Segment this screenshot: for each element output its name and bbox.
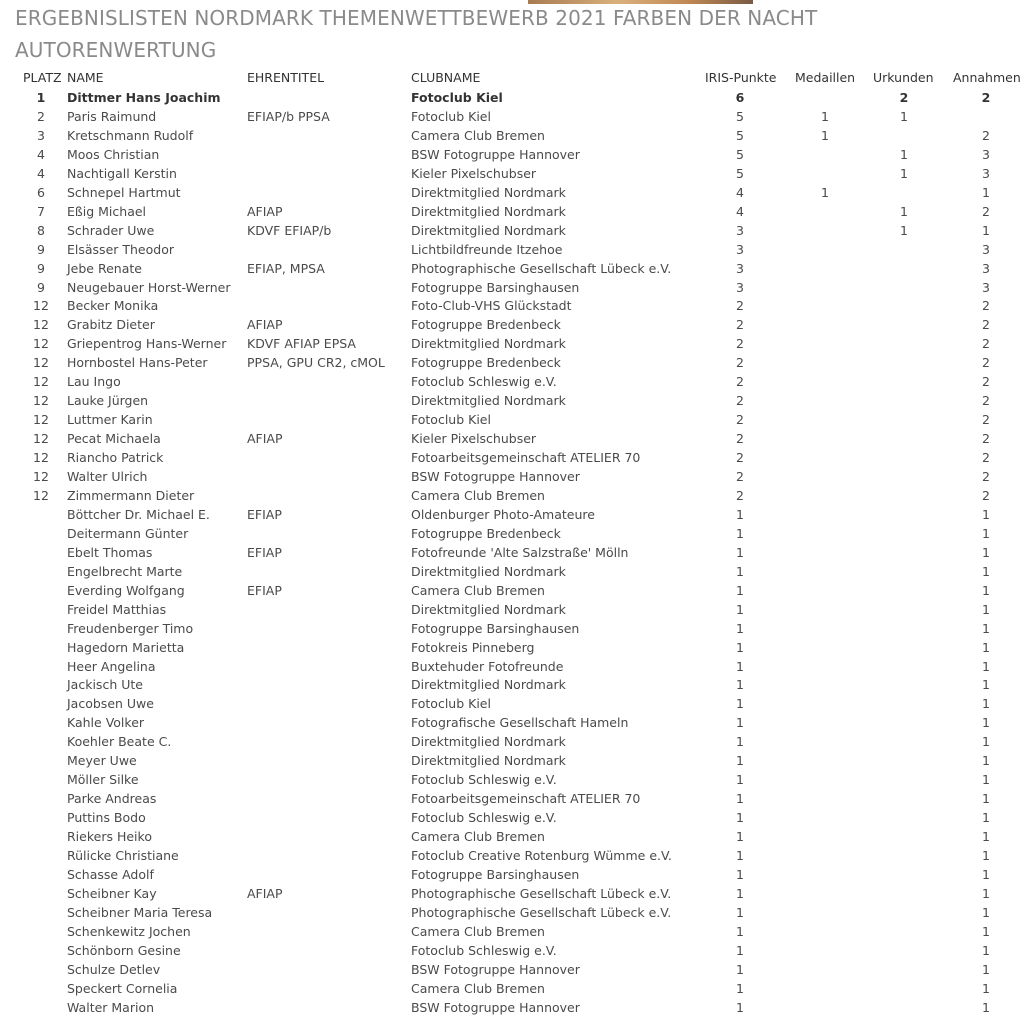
cell-clubname: Fotoarbeitsgemeinschaft ATELIER 70	[411, 450, 641, 466]
cell-iris-punkte: 5	[736, 146, 744, 162]
cell-name: Koehler Beate C.	[67, 734, 172, 750]
cell-platz: 12	[33, 336, 49, 352]
table-row	[0, 904, 1030, 923]
cell-annahmen: 2	[982, 450, 990, 466]
results-table-body	[0, 89, 1030, 1029]
cell-annahmen: 1	[982, 829, 990, 845]
table-row	[0, 260, 1030, 279]
cell-name: Elsässer Theodor	[67, 241, 174, 257]
table-row	[0, 430, 1030, 449]
cell-iris-punkte: 1	[736, 942, 744, 958]
cell-clubname: Fotoclub Kiel	[411, 90, 503, 105]
cell-annahmen: 1	[982, 980, 990, 996]
cell-iris-punkte: 2	[736, 469, 744, 484]
cell-clubname: Direktmitglied Nordmark	[411, 563, 566, 579]
cell-name: Ebelt Thomas	[67, 544, 153, 560]
cell-ehrentitel: AFIAP	[247, 885, 283, 901]
table-row	[0, 733, 1030, 752]
cell-name: Meyer Uwe	[67, 753, 137, 769]
cell-iris-punkte: 2	[736, 355, 744, 371]
cell-name: Becker Monika	[67, 298, 159, 314]
cell-iris-punkte: 4	[736, 184, 744, 200]
cell-iris-punkte: 1	[736, 753, 744, 769]
cell-annahmen: 2	[982, 469, 990, 484]
cell-name: Rülicke Christiane	[67, 848, 179, 863]
table-row	[0, 335, 1030, 354]
table-row	[0, 525, 1030, 544]
cell-clubname: Kieler Pixelschubser	[411, 165, 537, 181]
cell-iris-punkte: 2	[736, 393, 744, 409]
cell-iris-punkte: 1	[736, 791, 744, 807]
table-row	[0, 847, 1030, 866]
cell-clubname: Direktmitglied Nordmark	[411, 734, 566, 750]
page-subtitle: AUTORENWERTUNG	[15, 38, 217, 62]
table-row	[0, 695, 1030, 714]
cell-annahmen: 3	[982, 260, 990, 276]
cell-iris-punkte: 2	[736, 431, 744, 447]
page-title: ERGEBNISLISTEN NORDMARK THEMENWETTBEWERB 2021 FARBEN DER NACHT	[15, 6, 818, 30]
cell-platz: 3	[37, 127, 45, 143]
cell-iris-punkte: 3	[736, 279, 744, 295]
cell-name: Walter Ulrich	[67, 469, 148, 484]
table-row	[0, 942, 1030, 961]
cell-annahmen: 2	[982, 298, 990, 314]
cell-iris-punkte: 2	[736, 298, 744, 314]
cell-clubname: Fotoclub Kiel	[411, 696, 491, 712]
cell-iris-punkte: 3	[736, 241, 744, 257]
table-row	[0, 620, 1030, 639]
cell-name: Scheibner Maria Teresa	[67, 904, 213, 920]
cell-ehrentitel: EFIAP, MPSA	[247, 260, 325, 276]
cell-clubname: Fotogruppe Barsinghausen	[411, 279, 580, 295]
cell-name: Zimmermann Dieter	[67, 487, 195, 503]
header-ehrentitel: EHRENTITEL	[247, 70, 325, 85]
cell-platz: 12	[33, 487, 49, 503]
cell-name: Hagedorn Marietta	[67, 639, 185, 655]
cell-clubname: BSW Fotogruppe Hannover	[411, 999, 580, 1015]
cell-clubname: Fotoclub Kiel	[411, 412, 491, 428]
cell-ehrentitel: PPSA, GPU CR2, cMOL	[247, 355, 385, 371]
cell-platz: 6	[37, 184, 45, 200]
cell-annahmen: 1	[982, 923, 990, 939]
cell-ehrentitel: KDVF EFIAP/b	[247, 222, 332, 238]
cell-name: Neugebauer Horst-Werner	[67, 279, 231, 295]
cell-clubname: Direktmitglied Nordmark	[411, 222, 566, 238]
cell-name: Everding Wolfgang	[67, 582, 185, 598]
cell-annahmen: 3	[982, 241, 990, 257]
cell-annahmen: 1	[982, 222, 990, 238]
cell-name: Scheibner Kay	[67, 885, 157, 901]
table-row	[0, 676, 1030, 695]
cell-name: Paris Raimund	[67, 108, 157, 124]
cell-iris-punkte: 1	[736, 904, 744, 920]
cell-annahmen: 1	[982, 848, 990, 863]
cell-ehrentitel: EFIAP	[247, 544, 282, 560]
header-platz: PLATZ	[23, 70, 62, 85]
table-row	[0, 487, 1030, 506]
cell-iris-punkte: 1	[736, 961, 744, 977]
cell-ehrentitel: AFIAP	[247, 317, 283, 333]
cell-clubname: Photographische Gesellschaft Lübeck e.V.	[411, 885, 672, 901]
cell-clubname: Fotokreis Pinneberg	[411, 639, 535, 655]
cell-medaillen: 1	[821, 108, 829, 124]
cell-ehrentitel: EFIAP	[247, 582, 282, 598]
cell-clubname: Buxtehuder Fotofreunde	[411, 658, 564, 674]
table-row	[0, 297, 1030, 316]
cell-clubname: Fotofreunde 'Alte Salzstraße' Mölln	[411, 544, 629, 560]
table-row	[0, 828, 1030, 847]
table-row	[0, 714, 1030, 733]
cell-annahmen: 1	[982, 677, 990, 693]
cell-name: Jacobsen Uwe	[67, 696, 154, 712]
cell-platz: 4	[37, 146, 45, 162]
table-row	[0, 885, 1030, 904]
cell-iris-punkte: 1	[736, 885, 744, 901]
cell-iris-punkte: 1	[736, 525, 744, 541]
cell-annahmen: 1	[982, 620, 990, 636]
cell-platz: 7	[37, 203, 45, 219]
table-row	[0, 184, 1030, 203]
table-row	[0, 241, 1030, 260]
cell-platz: 12	[33, 374, 49, 390]
table-row	[0, 108, 1030, 127]
cell-clubname: Camera Club Bremen	[411, 980, 545, 996]
cell-name: Kahle Volker	[67, 715, 145, 731]
cell-clubname: Fotogruppe Bredenbeck	[411, 355, 561, 371]
cell-urkunden: 1	[900, 146, 908, 162]
header-medaillen: Medaillen	[795, 70, 856, 85]
cell-platz: 12	[33, 355, 49, 371]
cell-iris-punkte: 5	[736, 165, 744, 181]
cell-clubname: Fotoclub Creative Rotenburg Wümme e.V.	[411, 848, 672, 863]
cell-clubname: Direktmitglied Nordmark	[411, 203, 566, 219]
cell-clubname: Oldenburger Photo-Amateure	[411, 506, 595, 522]
cell-name: Schnepel Hartmut	[67, 184, 181, 200]
cell-ehrentitel: AFIAP	[247, 431, 283, 447]
cell-iris-punkte: 1	[736, 620, 744, 636]
cell-platz: 12	[33, 431, 49, 447]
table-row	[0, 809, 1030, 828]
table-row	[0, 582, 1030, 601]
cell-name: Riancho Patrick	[67, 450, 164, 466]
cell-clubname: Camera Club Bremen	[411, 923, 545, 939]
cell-platz: 12	[33, 298, 49, 314]
cell-annahmen: 1	[982, 999, 990, 1015]
cell-annahmen: 1	[982, 525, 990, 541]
cell-platz: 4	[37, 165, 45, 181]
cell-iris-punkte: 1	[736, 923, 744, 939]
cell-annahmen: 3	[982, 279, 990, 295]
cell-name: Möller Silke	[67, 772, 139, 788]
cell-name: Engelbrecht Marte	[67, 563, 183, 579]
cell-annahmen: 1	[982, 961, 990, 977]
cell-name: Walter Marion	[67, 999, 155, 1015]
cell-clubname: Fotogruppe Bredenbeck	[411, 317, 561, 333]
cell-name: Puttins Bodo	[67, 810, 146, 826]
table-row	[0, 999, 1030, 1018]
cell-iris-punkte: 1	[736, 980, 744, 996]
cell-iris-punkte: 1	[736, 848, 744, 863]
table-row	[0, 506, 1030, 525]
cell-clubname: Direktmitglied Nordmark	[411, 393, 566, 409]
cell-iris-punkte: 1	[736, 866, 744, 882]
cell-annahmen: 1	[982, 866, 990, 882]
cell-name: Freudenberger Timo	[67, 620, 194, 636]
table-row	[0, 658, 1030, 677]
cell-iris-punkte: 1	[736, 734, 744, 750]
header-annahmen: Annahmen	[953, 70, 1021, 85]
cell-iris-punkte: 3	[736, 222, 744, 238]
cell-iris-punkte: 6	[735, 90, 745, 105]
cell-platz: 12	[33, 317, 49, 333]
cell-clubname: Fotogruppe Barsinghausen	[411, 620, 580, 636]
header-clubname: CLUBNAME	[411, 70, 481, 85]
cell-platz: 9	[37, 241, 45, 257]
cell-platz: 9	[37, 279, 45, 295]
cell-iris-punkte: 1	[736, 999, 744, 1015]
cell-clubname: BSW Fotogruppe Hannover	[411, 961, 580, 977]
cell-name: Kretschmann Rudolf	[67, 127, 194, 143]
cell-clubname: Camera Club Bremen	[411, 829, 545, 845]
cell-iris-punkte: 5	[736, 127, 744, 143]
cell-annahmen: 1	[982, 544, 990, 560]
cell-annahmen: 1	[982, 791, 990, 807]
cell-annahmen: 1	[982, 734, 990, 750]
cell-iris-punkte: 3	[736, 260, 744, 276]
cell-iris-punkte: 1	[736, 658, 744, 674]
cell-iris-punkte: 1	[736, 582, 744, 598]
cell-clubname: Lichtbildfreunde Itzehoe	[411, 241, 563, 257]
cell-clubname: Direktmitglied Nordmark	[411, 184, 566, 200]
cell-platz: 1	[36, 90, 46, 105]
cell-clubname: Fotoclub Schleswig e.V.	[411, 810, 557, 826]
cell-platz: 12	[33, 469, 49, 484]
cell-name: Nachtigall Kerstin	[67, 165, 177, 181]
cell-clubname: BSW Fotogruppe Hannover	[411, 146, 580, 162]
cell-medaillen: 1	[821, 127, 829, 143]
cell-iris-punkte: 1	[736, 639, 744, 655]
cell-clubname: Foto-Club-VHS Glückstadt	[411, 298, 572, 314]
cell-name: Lau Ingo	[67, 374, 121, 390]
cell-clubname: Camera Club Bremen	[411, 127, 545, 143]
table-row	[0, 203, 1030, 222]
cell-annahmen: 1	[982, 582, 990, 598]
cell-clubname: Fotografische Gesellschaft Hameln	[411, 715, 629, 731]
cell-annahmen: 2	[982, 317, 990, 333]
cell-ehrentitel: AFIAP	[247, 203, 283, 219]
cell-annahmen: 1	[982, 184, 990, 200]
cell-clubname: Photographische Gesellschaft Lübeck e.V.	[411, 260, 672, 276]
cell-clubname: Photographische Gesellschaft Lübeck e.V.	[411, 904, 672, 920]
cell-name: Hornbostel Hans-Peter	[67, 355, 208, 371]
cell-annahmen: 1	[982, 715, 990, 731]
cell-name: Schenkewitz Jochen	[67, 923, 191, 939]
cell-urkunden: 1	[900, 203, 908, 219]
cell-name: Schulze Detlev	[67, 961, 161, 977]
cell-annahmen: 2	[982, 127, 990, 143]
cell-clubname: Fotoclub Schleswig e.V.	[411, 942, 557, 958]
cell-clubname: Fotoarbeitsgemeinschaft ATELIER 70	[411, 791, 641, 807]
cell-urkunden: 2	[899, 90, 909, 105]
cell-name: Schasse Adolf	[67, 866, 154, 882]
cell-platz: 12	[33, 393, 49, 409]
cell-annahmen: 1	[982, 658, 990, 674]
table-row	[0, 961, 1030, 980]
header-urkunden: Urkunden	[873, 70, 934, 85]
cell-annahmen: 1	[982, 639, 990, 655]
cell-annahmen: 2	[981, 90, 991, 105]
table-row	[0, 392, 1030, 411]
cell-annahmen: 1	[982, 904, 990, 920]
cell-annahmen: 1	[982, 601, 990, 617]
cell-name: Lauke Jürgen	[67, 393, 149, 409]
cell-name: Eßig Michael	[67, 203, 147, 219]
cell-clubname: Fotoclub Schleswig e.V.	[411, 374, 557, 390]
cell-name: Dittmer Hans Joachim	[67, 90, 221, 105]
cell-iris-punkte: 1	[736, 563, 744, 579]
cell-name: Parke Andreas	[67, 791, 157, 807]
table-row	[0, 563, 1030, 582]
cell-annahmen: 3	[982, 165, 990, 181]
cell-clubname: Direktmitglied Nordmark	[411, 677, 566, 693]
table-row	[0, 127, 1030, 146]
cell-iris-punkte: 2	[736, 412, 744, 428]
cell-iris-punkte: 1	[736, 829, 744, 845]
cell-clubname: Camera Club Bremen	[411, 487, 545, 503]
header-name: NAME	[67, 70, 104, 85]
table-row	[0, 373, 1030, 392]
cell-iris-punkte: 2	[736, 317, 744, 333]
cell-annahmen: 1	[982, 810, 990, 826]
table-row	[0, 866, 1030, 885]
cell-annahmen: 1	[982, 563, 990, 579]
cell-iris-punkte: 2	[736, 487, 744, 503]
cell-name: Schönborn Gesine	[67, 942, 181, 958]
cell-name: Speckert Cornelia	[67, 980, 178, 996]
cell-iris-punkte: 2	[736, 336, 744, 352]
cell-name: Grabitz Dieter	[67, 317, 155, 333]
cell-clubname: BSW Fotogruppe Hannover	[411, 469, 580, 484]
cell-iris-punkte: 1	[736, 715, 744, 731]
cell-iris-punkte: 1	[736, 601, 744, 617]
cell-clubname: Fotoclub Kiel	[411, 108, 491, 124]
cell-annahmen: 2	[982, 412, 990, 428]
cell-name: Luttmer Karin	[67, 412, 153, 428]
cell-clubname: Fotogruppe Barsinghausen	[411, 866, 580, 882]
cell-name: Heer Angelina	[67, 658, 156, 674]
cell-clubname: Fotoclub Schleswig e.V.	[411, 772, 557, 788]
cell-iris-punkte: 2	[736, 450, 744, 466]
cell-clubname: Fotogruppe Bredenbeck	[411, 525, 561, 541]
cell-ehrentitel: EFIAP	[247, 506, 282, 522]
cell-annahmen: 1	[982, 753, 990, 769]
table-row	[0, 923, 1030, 942]
cell-name: Jebe Renate	[67, 260, 142, 276]
cell-annahmen: 3	[982, 146, 990, 162]
cell-name: Pecat Michaela	[67, 431, 161, 447]
table-row	[0, 544, 1030, 563]
cell-annahmen: 2	[982, 393, 990, 409]
cell-name: Griepentrog Hans-Werner	[67, 336, 227, 352]
table-row	[0, 411, 1030, 430]
table-row	[0, 222, 1030, 241]
table-row	[0, 316, 1030, 335]
table-row	[0, 279, 1030, 298]
table-row	[0, 601, 1030, 620]
table-row	[0, 89, 1030, 108]
cell-iris-punkte: 1	[736, 506, 744, 522]
cell-annahmen: 2	[982, 203, 990, 219]
cell-annahmen: 1	[982, 772, 990, 788]
cell-annahmen: 2	[982, 374, 990, 390]
cell-name: Böttcher Dr. Michael E.	[67, 506, 210, 522]
cell-platz: 8	[37, 222, 45, 238]
cell-iris-punkte: 4	[736, 203, 744, 219]
cell-ehrentitel: EFIAP/b PPSA	[247, 108, 330, 124]
cell-name: Riekers Heiko	[67, 829, 152, 845]
cell-name: Schrader Uwe	[67, 222, 155, 238]
table-row	[0, 752, 1030, 771]
cell-urkunden: 1	[900, 222, 908, 238]
cell-clubname: Direktmitglied Nordmark	[411, 336, 566, 352]
table-row	[0, 449, 1030, 468]
table-row	[0, 146, 1030, 165]
cell-iris-punkte: 1	[736, 696, 744, 712]
cell-urkunden: 1	[900, 108, 908, 124]
cell-platz: 12	[33, 412, 49, 428]
cell-iris-punkte: 1	[736, 810, 744, 826]
cell-clubname: Direktmitglied Nordmark	[411, 753, 566, 769]
cell-iris-punkte: 1	[736, 544, 744, 560]
cell-iris-punkte: 2	[736, 374, 744, 390]
cell-clubname: Kieler Pixelschubser	[411, 431, 537, 447]
cell-name: Jackisch Ute	[67, 677, 143, 693]
cell-annahmen: 1	[982, 506, 990, 522]
cell-ehrentitel: KDVF AFIAP EPSA	[247, 336, 356, 352]
header-banner-image	[528, 0, 753, 4]
cell-clubname: Direktmitglied Nordmark	[411, 601, 566, 617]
cell-annahmen: 2	[982, 487, 990, 503]
table-row	[0, 980, 1030, 999]
table-row	[0, 790, 1030, 809]
cell-annahmen: 2	[982, 431, 990, 447]
cell-platz: 12	[33, 450, 49, 466]
cell-name: Moos Christian	[67, 146, 160, 162]
cell-iris-punkte: 1	[736, 772, 744, 788]
table-row	[0, 354, 1030, 373]
table-row	[0, 165, 1030, 184]
cell-iris-punkte: 5	[736, 108, 744, 124]
table-row	[0, 468, 1030, 487]
cell-platz: 2	[37, 108, 45, 124]
cell-medaillen: 1	[821, 184, 829, 200]
cell-annahmen: 2	[982, 336, 990, 352]
cell-annahmen: 1	[982, 696, 990, 712]
cell-annahmen: 1	[982, 885, 990, 901]
cell-name: Deitermann Günter	[67, 525, 189, 541]
header-iris-punkte: IRIS-Punkte	[705, 70, 777, 85]
cell-iris-punkte: 1	[736, 677, 744, 693]
cell-urkunden: 1	[900, 165, 908, 181]
cell-clubname: Camera Club Bremen	[411, 582, 545, 598]
table-row	[0, 639, 1030, 658]
cell-annahmen: 1	[982, 942, 990, 958]
cell-platz: 9	[37, 260, 45, 276]
cell-annahmen: 2	[982, 355, 990, 371]
table-row	[0, 771, 1030, 790]
cell-name: Freidel Matthias	[67, 601, 167, 617]
